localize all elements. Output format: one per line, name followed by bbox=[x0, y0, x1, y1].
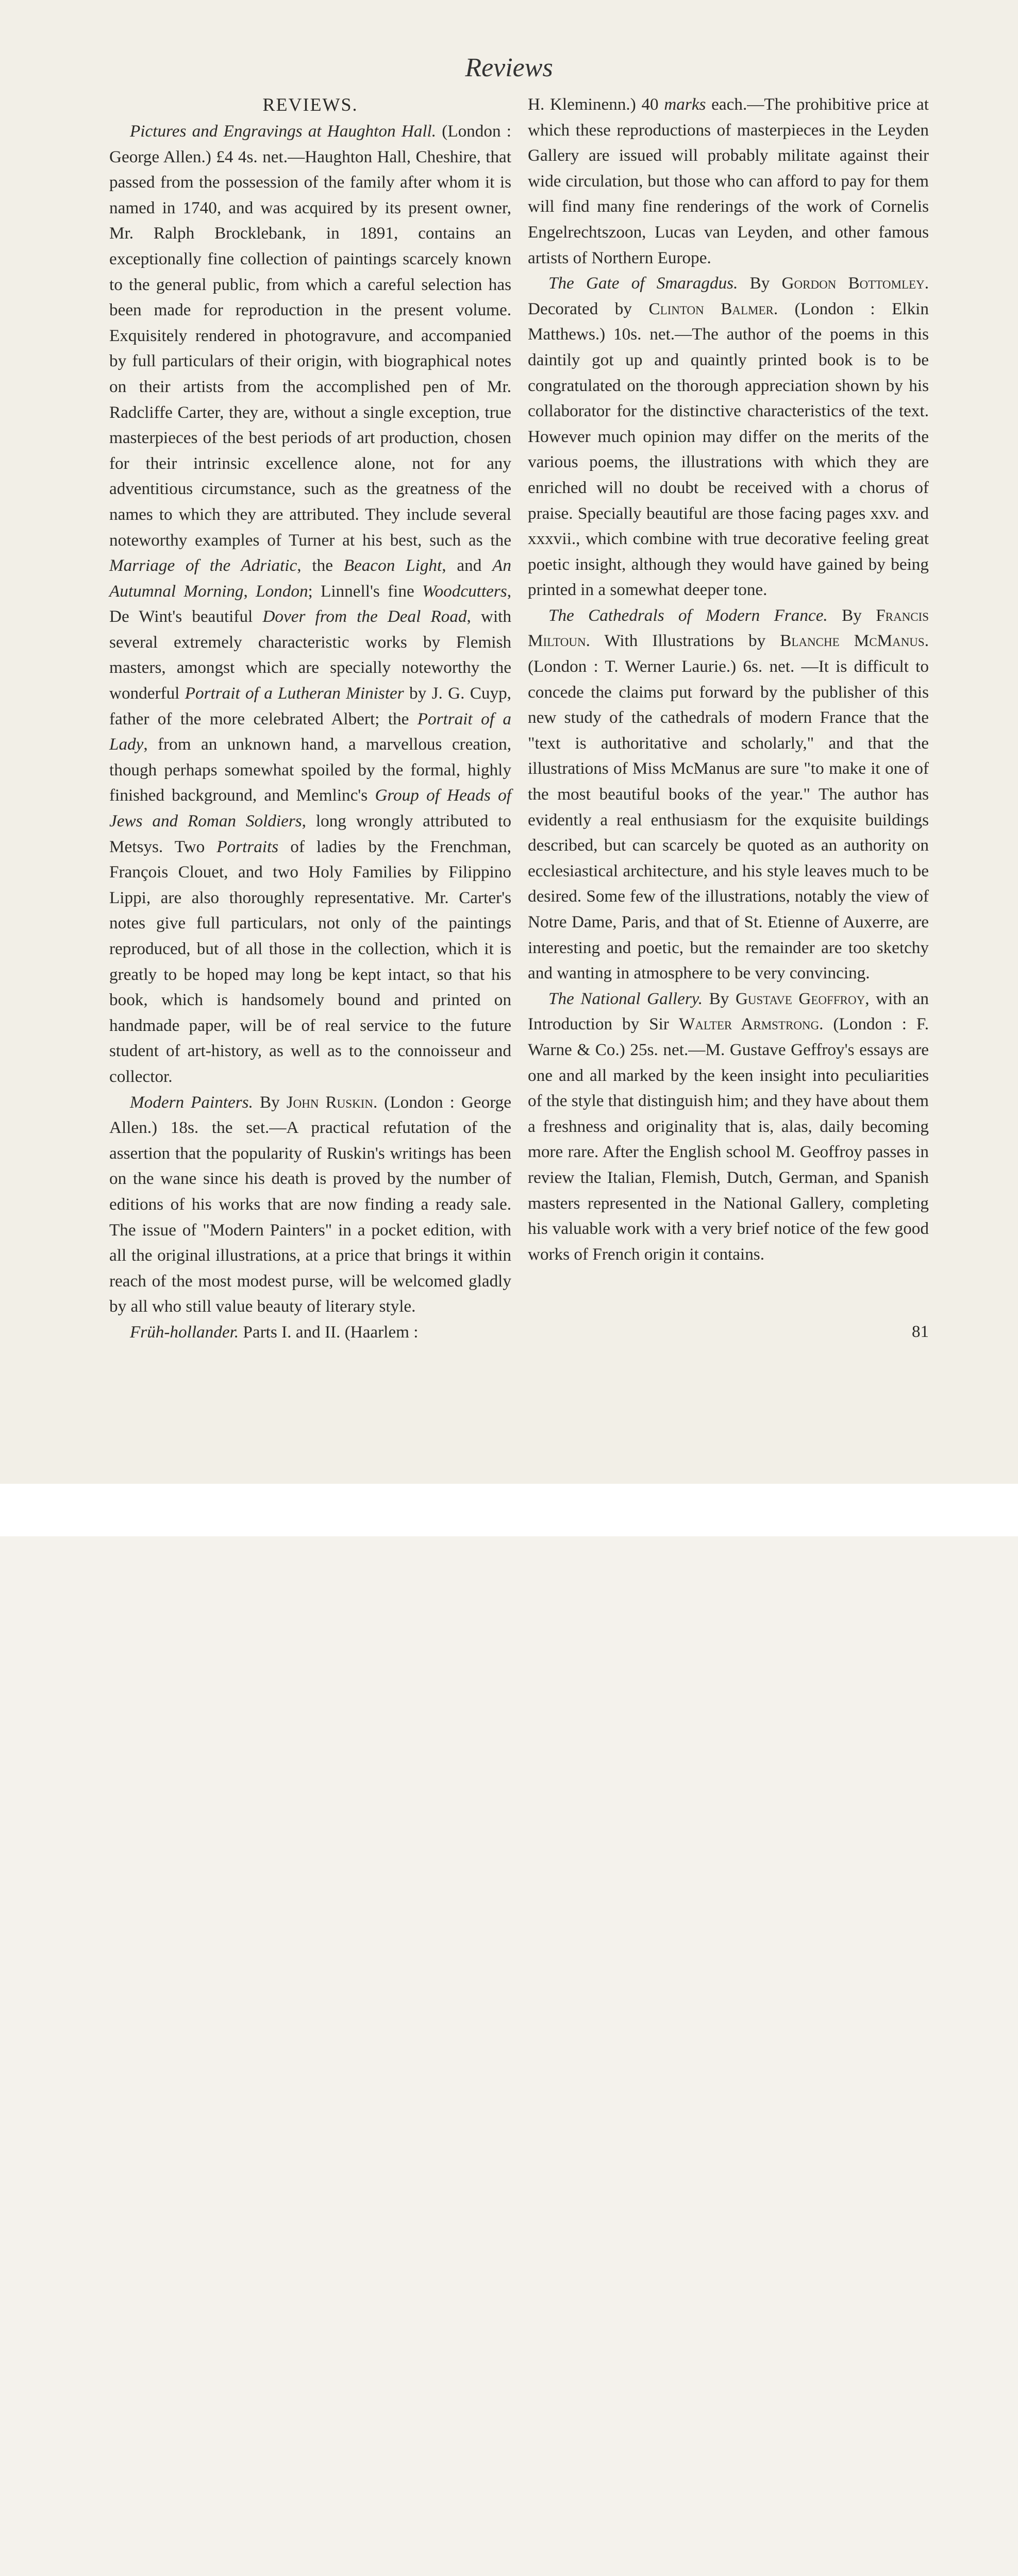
page-number: 81 bbox=[912, 1323, 929, 1341]
review-title: Früh-hollander. bbox=[130, 1322, 239, 1342]
review-author: Francis Miltoun bbox=[528, 605, 929, 651]
section-heading: REVIEWS. bbox=[262, 94, 358, 115]
review-title: The Gate of Smaragdus. bbox=[548, 274, 738, 293]
review-title: Modern Painters. bbox=[130, 1092, 253, 1112]
review-author: Gordon Bottomley bbox=[781, 274, 925, 293]
right-column bbox=[528, 92, 929, 1267]
review-author: John Ruskin bbox=[286, 1092, 373, 1112]
review-cathedrals-of-france: The Cathedrals of Modern France. By Francis Miltoun. With Illustrations by Blanche McManus. (London : T. Werner Laurie.) 6s. net. —It is difficult to concede the claims put forward by the publisher of this new study of the cathedrals of modern France that the "text is authoritative and scholarly," and that the illustrations of Miss McManus are sure "to make it one of the most beautiful books of the year." The author has evidently a real enthusiasm for the exquisite buildings described, but can scarcely be quoted as an authority on ecclesiastical architecture, and his style leaves much to be desired. Some few of the illustrations, notably the view of Notre Dame, Paris, and that of St. Etienne of Auxerre, are interesting and poetic, but the remainder are too sketchy and wanting in atmosphere to be very convincing. bbox=[528, 605, 929, 983]
footer-bar bbox=[0, 1484, 1018, 1536]
review-fruh-hollander-continued: H. Kleminenn.) 40 marks each.—The prohibitive price at which these reproductions of masterpieces in the Leyden Gallery are issued will probably militate against their wide circulation, but those who can afford to pay for them will find many fine renderings of the work of Cornelis Engelrechtszoon, Lucas van Leyden, and other famous artists of Northern Europe. bbox=[528, 95, 929, 267]
left-column bbox=[109, 92, 511, 1345]
review-author: Gustave Geoffroy bbox=[735, 989, 865, 1008]
review-title: Pictures and Engravings at Haughton Hall. bbox=[130, 122, 437, 141]
review-fruh-hollander: Früh-hollander. Parts I. and II. (Haarlem : bbox=[130, 1322, 419, 1342]
review-modern-painters: Modern Painters. By John Ruskin. (London : George Allen.) 18s. the set.—A practical refutation of the assertion that the popularity of Ruskin's writings has been on the wane since his death is proved by the number of editions of his works that are now finding a ready sale. The issue of "Modern Painters" in a pocket edition, with all the original illustrations, at a price that brings it within reach of the most modest purse, will be welcomed gladly by all who still value beauty of literary style. bbox=[109, 1092, 511, 1316]
review-gate-of-smaragdus: The Gate of Smaragdus. By Gordon Bottomley. Decorated by Clinton Balmer. (London : Elkin Matthews.) 10s. net.—The author of the poems in this daintily got up and quaintly printed book is to be congratulated on the thorough appreciation shown by his collaborator for the distinctive characteristics of the text. However much opinion may differ on the merits of the various poems, the illustrations with which they are enriched will no doubt be received with a chorus of praise. Specially beautiful are those facing pages xxv. and xxxvii., which combine with true decorative feeling great poetic insight, although they would have gained by being printed in a somewhat deeper tone. bbox=[528, 274, 929, 600]
review-title: The National Gallery. bbox=[548, 989, 703, 1008]
review-national-gallery: The National Gallery. By Gustave Geoffroy, with an Introduction by Sir Walter Armstrong. (London : F. Warne & Co.) 25s. net.—M. Gustave Geffroy's essays are one and all marked by the keen insight into peculiarities of the style that distinguish him; and they have about them a freshness and originality that is, alas, daily becoming more rare. After the English school M. Geoffroy passes in review the Italian, Flemish, Dutch, German, and Spanish masters represented in the National Gallery, completing his valuable work with a very brief notice of the few good works of French origin it contains. bbox=[528, 989, 929, 1264]
review-title: The Cathedrals of Modern France. bbox=[548, 605, 828, 625]
running-title: Reviews bbox=[465, 53, 553, 82]
review-haughton-hall: Pictures and Engravings at Haughton Hall. (London : George Allen.) £4 4s. net.—Haughton Hall, Cheshire, that passed from the possession of the family after whom it is named in 1740, and was acquired by its present owner, Mr. Ralph Brocklebank, in 1891, contains an exceptionally fine collection of paintings scarcely known to the general public, from which a careful selection has been made for reproduction in the present volume. Exquisitely rendered in photogravure, and accompanied by full particulars of their origin, with biographical notes on their artists from the accomplished pen of Mr. Radcliffe Carter, they are, without a single exception, true masterpieces of the best periods of art production, chosen for their intrinsic excellence alone, not for any adventitious circumstance, such as the greatness of the names to which they are attributed. They include several noteworthy examples of Turner at his best, such as the Marriage of the Adriatic, the Beacon Light, and An Autumnal Morning, London; Linnell's fine Woodcutters, De Wint's beautiful Dover from the Deal Road, with several extremely characteristic works by Flemish masters, amongst which are specially noteworthy the wonderful Portrait of a Lutheran Minister by J. G. Cuyp, father of the more celebrated Albert; the Portrait of a Lady, from an unknown hand, a marvellous creation, though perhaps somewhat spoiled by the formal, highly finished background, and Memlinc's Group of Heads of Jews and Roman Soldiers, long wrongly attributed to Metsys. Two Portraits of ladies by the Frenchman, François Clouet, and two Holy Families by Filippino Lippi, are also thoroughly representative. Mr. Carter's notes give full particulars, not only of the paintings reproduced, but of all those in the collection, which it is greatly to be hoped may long be kept intact, so that his book, which is handsomely bound and printed on handmade paper, will be of real service to the future student of art-history, as well as to the connoisseur and collector. bbox=[109, 122, 512, 1086]
